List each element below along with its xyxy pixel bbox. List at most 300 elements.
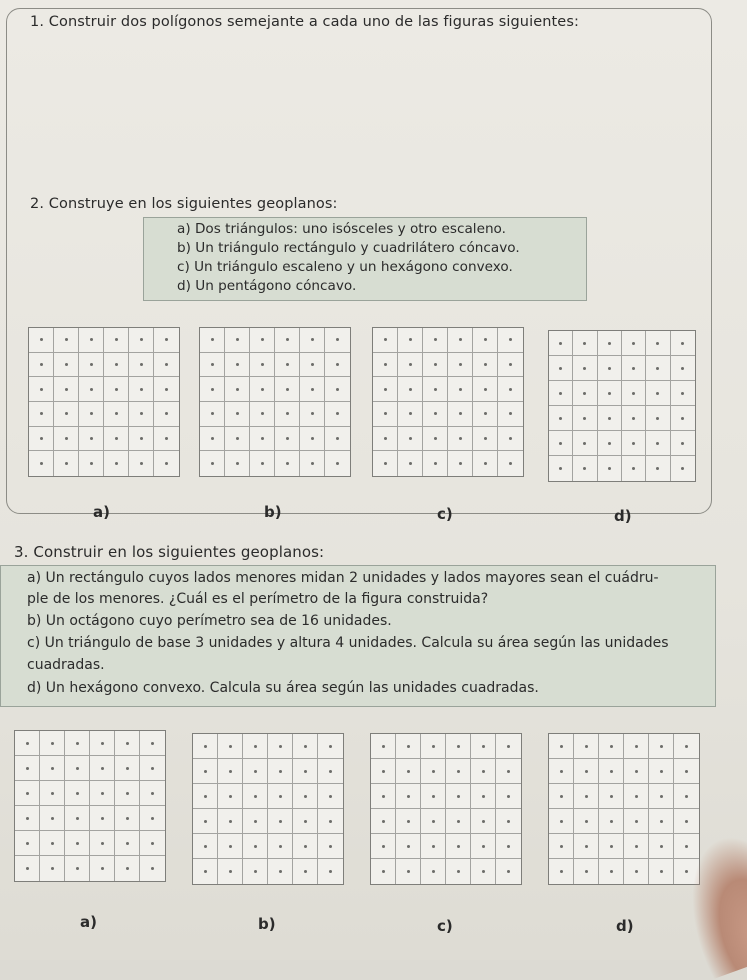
geoboard-cell[interactable] — [115, 831, 140, 856]
geoboard-cell[interactable] — [129, 328, 154, 353]
geoboard-cell[interactable] — [104, 402, 129, 427]
geoboard-cell[interactable] — [624, 809, 649, 834]
geoboard-cell[interactable] — [15, 831, 40, 856]
geoboard-cell[interactable] — [373, 451, 398, 476]
geoboard-cell[interactable] — [498, 451, 523, 476]
geoboard-cell[interactable] — [300, 451, 325, 476]
geoboard-cell[interactable] — [154, 427, 179, 452]
geoboard-cell[interactable] — [473, 377, 498, 402]
geoboard-cell[interactable] — [448, 328, 473, 353]
geoboard-cell[interactable] — [371, 859, 396, 884]
geoboard-cell[interactable] — [599, 834, 624, 859]
geoboard-cell[interactable] — [421, 784, 446, 809]
geoboard-cell[interactable] — [325, 377, 350, 402]
geoboard-cell[interactable] — [574, 809, 599, 834]
geoboard-cell[interactable] — [275, 451, 300, 476]
geoboard-cell[interactable] — [396, 859, 421, 884]
geoboard-cell[interactable] — [398, 451, 423, 476]
geoboard-cell[interactable] — [268, 834, 293, 859]
geoboard-q2-c[interactable] — [372, 327, 524, 477]
geoboard-cell[interactable] — [154, 377, 179, 402]
geoboard-cell[interactable] — [54, 402, 79, 427]
geoboard-cell[interactable] — [473, 427, 498, 452]
geoboard-cell[interactable] — [373, 377, 398, 402]
geoboard-cell[interactable] — [598, 381, 622, 406]
geoboard-cell[interactable] — [473, 402, 498, 427]
geoboard-cell[interactable] — [65, 756, 90, 781]
geoboard-cell[interactable] — [115, 806, 140, 831]
geoboard-cell[interactable] — [193, 784, 218, 809]
geoboard-cell[interactable] — [498, 353, 523, 378]
geoboard-cell[interactable] — [218, 734, 243, 759]
geoboard-cell[interactable] — [293, 859, 318, 884]
geoboard-cell[interactable] — [200, 377, 225, 402]
geoboard-cell[interactable] — [473, 451, 498, 476]
geoboard-cell[interactable] — [250, 427, 275, 452]
geoboard-cell[interactable] — [29, 402, 54, 427]
geoboard-cell[interactable] — [398, 328, 423, 353]
geoboard-cell[interactable] — [371, 784, 396, 809]
geoboard-cell[interactable] — [65, 856, 90, 881]
geoboard-cell[interactable] — [318, 784, 343, 809]
geoboard-q2-d[interactable] — [548, 330, 696, 482]
geoboard-cell[interactable] — [549, 834, 574, 859]
geoboard-cell[interactable] — [318, 859, 343, 884]
geoboard-cell[interactable] — [448, 402, 473, 427]
geoboard-cell[interactable] — [423, 427, 448, 452]
geoboard-cell[interactable] — [496, 859, 521, 884]
geoboard-cell[interactable] — [243, 809, 268, 834]
geoboard-cell[interactable] — [293, 834, 318, 859]
geoboard-cell[interactable] — [193, 859, 218, 884]
geoboard-cell[interactable] — [398, 402, 423, 427]
geoboard-cell[interactable] — [549, 809, 574, 834]
peg-dot — [632, 367, 635, 370]
geoboard-cell[interactable] — [423, 328, 448, 353]
geoboard-cell[interactable] — [448, 427, 473, 452]
geoboard-cell[interactable] — [225, 402, 250, 427]
geoboard-cell[interactable] — [218, 759, 243, 784]
geoboard-cell[interactable] — [140, 731, 165, 756]
geoboard-cell[interactable] — [498, 402, 523, 427]
geoboard-cell[interactable] — [398, 427, 423, 452]
geoboard-cell[interactable] — [79, 328, 104, 353]
geoboard-cell[interactable] — [140, 856, 165, 881]
geoboard-cell[interactable] — [65, 731, 90, 756]
peg-dot — [434, 437, 437, 440]
geoboard-cell[interactable] — [622, 331, 646, 356]
geoboard-cell[interactable] — [218, 859, 243, 884]
geoboard-cell[interactable] — [268, 784, 293, 809]
geoboard-cell[interactable] — [471, 859, 496, 884]
geoboard-cell[interactable] — [15, 781, 40, 806]
geoboard-cell[interactable] — [15, 856, 40, 881]
geoboard-cell[interactable] — [622, 406, 646, 431]
geoboard-cell[interactable] — [40, 731, 65, 756]
geoboard-q2-a[interactable] — [28, 327, 180, 477]
geoboard-cell[interactable] — [115, 856, 140, 881]
geoboard-cell[interactable] — [599, 784, 624, 809]
geoboard-cell[interactable] — [649, 734, 674, 759]
geoboard-cell[interactable] — [423, 353, 448, 378]
geoboard-cell[interactable] — [496, 834, 521, 859]
geoboard-cell[interactable] — [104, 377, 129, 402]
geoboard-cell[interactable] — [624, 859, 649, 884]
geoboard-cell[interactable] — [421, 734, 446, 759]
geoboard-cell[interactable] — [79, 402, 104, 427]
geoboard-cell[interactable] — [54, 427, 79, 452]
geoboard-cell[interactable] — [371, 834, 396, 859]
peg-dot — [407, 870, 410, 873]
geoboard-cell[interactable] — [193, 734, 218, 759]
geoboard-cell[interactable] — [29, 353, 54, 378]
geoboard-cell[interactable] — [549, 759, 574, 784]
geoboard-cell[interactable] — [104, 328, 129, 353]
geoboard-cell[interactable] — [598, 431, 622, 456]
geoboard-cell[interactable] — [549, 331, 573, 356]
geoboard-cell[interactable] — [115, 756, 140, 781]
geoboard-cell[interactable] — [29, 427, 54, 452]
geoboard-cell[interactable] — [15, 806, 40, 831]
geoboard-cell[interactable] — [448, 353, 473, 378]
geoboard-cell[interactable] — [250, 328, 275, 353]
geoboard-cell[interactable] — [624, 734, 649, 759]
peg-dot — [90, 437, 93, 440]
geoboard-cell[interactable] — [325, 328, 350, 353]
geoboard-cell[interactable] — [371, 734, 396, 759]
geoboard-cell[interactable] — [471, 834, 496, 859]
geoboard-cell[interactable] — [396, 834, 421, 859]
geoboard-cell[interactable] — [473, 353, 498, 378]
geoboard-cell[interactable] — [293, 809, 318, 834]
geoboard-cell[interactable] — [671, 356, 695, 381]
geoboard-cell[interactable] — [65, 831, 90, 856]
geoboard-cell[interactable] — [218, 784, 243, 809]
geoboard-cell[interactable] — [218, 809, 243, 834]
geoboard-cell[interactable] — [446, 784, 471, 809]
geoboard-cell[interactable] — [396, 759, 421, 784]
geoboard-cell[interactable] — [104, 451, 129, 476]
geoboard-cell[interactable] — [496, 784, 521, 809]
geoboard-cell[interactable] — [574, 834, 599, 859]
geoboard-cell[interactable] — [446, 834, 471, 859]
geoboard-cell[interactable] — [549, 734, 574, 759]
geoboard-cell[interactable] — [250, 402, 275, 427]
geoboard-cell[interactable] — [598, 356, 622, 381]
geoboard-cell[interactable] — [200, 451, 225, 476]
geoboard-cell[interactable] — [423, 451, 448, 476]
geoboard-cell[interactable] — [549, 356, 573, 381]
geoboard-cell[interactable] — [398, 353, 423, 378]
geoboard-cell[interactable] — [40, 856, 65, 881]
geoboard-cell[interactable] — [649, 809, 674, 834]
geoboard-cell[interactable] — [15, 731, 40, 756]
geoboard-cell[interactable] — [471, 784, 496, 809]
geoboard-cell[interactable] — [79, 451, 104, 476]
geoboard-cell[interactable] — [275, 427, 300, 452]
geoboard-cell[interactable] — [325, 353, 350, 378]
geoboard-cell[interactable] — [649, 759, 674, 784]
peg-dot — [559, 367, 562, 370]
geoboard-cell[interactable] — [79, 377, 104, 402]
geoboard-cell[interactable] — [250, 377, 275, 402]
geoboard-cell[interactable] — [40, 756, 65, 781]
geoboard-cell[interactable] — [154, 402, 179, 427]
geoboard-cell[interactable] — [40, 806, 65, 831]
geoboard-cell[interactable] — [79, 427, 104, 452]
geoboard-cell[interactable] — [671, 406, 695, 431]
geoboard-cell[interactable] — [373, 402, 398, 427]
geoboard-cell[interactable] — [318, 809, 343, 834]
geoboard-cell[interactable] — [471, 759, 496, 784]
geoboard-cell[interactable] — [496, 734, 521, 759]
geoboard-cell[interactable] — [129, 427, 154, 452]
geoboard-q3-c[interactable] — [370, 733, 522, 885]
geoboard-cell[interactable] — [371, 809, 396, 834]
geoboard-cell[interactable] — [90, 781, 115, 806]
geoboard-cell[interactable] — [243, 784, 268, 809]
geoboard-cell[interactable] — [104, 427, 129, 452]
geoboard-cell[interactable] — [622, 431, 646, 456]
geoboard-cell[interactable] — [398, 377, 423, 402]
geoboard-cell[interactable] — [243, 859, 268, 884]
geoboard-cell[interactable] — [293, 784, 318, 809]
geoboard-cell[interactable] — [549, 859, 574, 884]
geoboard-cell[interactable] — [115, 731, 140, 756]
geoboard-cell[interactable] — [129, 377, 154, 402]
geoboard-cell[interactable] — [598, 456, 622, 481]
geoboard-cell[interactable] — [573, 331, 597, 356]
geoboard-cell[interactable] — [40, 831, 65, 856]
geoboard-cell[interactable] — [649, 784, 674, 809]
geoboard-cell[interactable] — [154, 451, 179, 476]
geoboard-cell[interactable] — [318, 759, 343, 784]
geoboard-cell[interactable] — [622, 456, 646, 481]
geoboard-cell[interactable] — [396, 784, 421, 809]
geoboard-cell[interactable] — [300, 353, 325, 378]
geoboard-cell[interactable] — [54, 353, 79, 378]
geoboard-cell[interactable] — [549, 406, 573, 431]
geoboard-cell[interactable] — [200, 353, 225, 378]
geoboard-cell[interactable] — [598, 406, 622, 431]
geoboard-cell[interactable] — [646, 331, 670, 356]
geoboard-cell[interactable] — [275, 377, 300, 402]
geoboard-cell[interactable] — [300, 328, 325, 353]
geoboard-cell[interactable] — [498, 328, 523, 353]
geoboard-cell[interactable] — [318, 834, 343, 859]
geoboard-cell[interactable] — [268, 859, 293, 884]
geoboard-cell[interactable] — [371, 759, 396, 784]
geoboard-cell[interactable] — [549, 456, 573, 481]
geoboard-cell[interactable] — [421, 809, 446, 834]
geoboard-cell[interactable] — [599, 734, 624, 759]
geoboard-cell[interactable] — [646, 431, 670, 456]
geoboard-cell[interactable] — [396, 734, 421, 759]
geoboard-cell[interactable] — [496, 759, 521, 784]
geoboard-cell[interactable] — [129, 353, 154, 378]
geoboard-cell[interactable] — [79, 353, 104, 378]
geoboard-cell[interactable] — [573, 456, 597, 481]
geoboard-cell[interactable] — [54, 451, 79, 476]
geoboard-cell[interactable] — [250, 353, 275, 378]
geoboard-cell[interactable] — [275, 328, 300, 353]
geoboard-cell[interactable] — [243, 759, 268, 784]
geoboard-cell[interactable] — [622, 356, 646, 381]
geoboard-cell[interactable] — [129, 451, 154, 476]
geoboard-cell[interactable] — [325, 402, 350, 427]
geoboard-cell[interactable] — [268, 734, 293, 759]
geoboard-cell[interactable] — [549, 381, 573, 406]
geoboard-cell[interactable] — [498, 377, 523, 402]
geoboard-cell[interactable] — [29, 451, 54, 476]
geoboard-cell[interactable] — [129, 402, 154, 427]
geoboard-cell[interactable] — [624, 759, 649, 784]
geoboard-cell[interactable] — [646, 406, 670, 431]
geoboard-cell[interactable] — [574, 784, 599, 809]
geoboard-cell[interactable] — [15, 756, 40, 781]
geoboard-cell[interactable] — [646, 381, 670, 406]
geoboard-cell[interactable] — [624, 784, 649, 809]
geoboard-cell[interactable] — [140, 831, 165, 856]
geoboard-cell[interactable] — [293, 734, 318, 759]
geoboard-cell[interactable] — [574, 859, 599, 884]
geoboard-cell[interactable] — [268, 759, 293, 784]
geoboard-cell[interactable] — [40, 781, 65, 806]
geoboard-cell[interactable] — [200, 427, 225, 452]
geoboard-cell[interactable] — [674, 759, 699, 784]
geoboard-cell[interactable] — [471, 734, 496, 759]
geoboard-cell[interactable] — [225, 353, 250, 378]
geoboard-cell[interactable] — [574, 734, 599, 759]
geoboard-cell[interactable] — [300, 427, 325, 452]
geoboard-cell[interactable] — [293, 759, 318, 784]
geoboard-cell[interactable] — [671, 381, 695, 406]
peg-dot — [236, 437, 239, 440]
geoboard-cell[interactable] — [193, 759, 218, 784]
geoboard-cell[interactable] — [225, 427, 250, 452]
geoboard-cell[interactable] — [473, 328, 498, 353]
geoboard-cell[interactable] — [448, 377, 473, 402]
geoboard-cell[interactable] — [421, 834, 446, 859]
geoboard-cell[interactable] — [154, 328, 179, 353]
geoboard-cell[interactable] — [90, 756, 115, 781]
geoboard-cell[interactable] — [446, 734, 471, 759]
geoboard-cell[interactable] — [300, 402, 325, 427]
geoboard-cell[interactable] — [396, 809, 421, 834]
geoboard-cell[interactable] — [498, 427, 523, 452]
geoboard-cell[interactable] — [243, 734, 268, 759]
geoboard-cell[interactable] — [446, 859, 471, 884]
geoboard-cell[interactable] — [421, 759, 446, 784]
geoboard-q3-a[interactable] — [14, 730, 166, 882]
geoboard-cell[interactable] — [373, 353, 398, 378]
geoboard-cell[interactable] — [325, 427, 350, 452]
geoboard-cell[interactable] — [421, 859, 446, 884]
geoboard-cell[interactable] — [622, 381, 646, 406]
geoboard-cell[interactable] — [104, 353, 129, 378]
geoboard-cell[interactable] — [243, 834, 268, 859]
geoboard-cell[interactable] — [225, 451, 250, 476]
geoboard-cell[interactable] — [90, 731, 115, 756]
peg-dot — [560, 820, 563, 823]
geoboard-cell[interactable] — [90, 856, 115, 881]
geoboard-cell[interactable] — [29, 377, 54, 402]
geoboard-cell[interactable] — [674, 784, 699, 809]
geoboard-cell[interactable] — [225, 328, 250, 353]
geoboard-cell[interactable] — [423, 377, 448, 402]
geoboard-cell[interactable] — [446, 759, 471, 784]
geoboard-cell[interactable] — [90, 831, 115, 856]
geoboard-cell[interactable] — [193, 834, 218, 859]
geoboard-cell[interactable] — [275, 353, 300, 378]
geoboard-cell[interactable] — [65, 806, 90, 831]
geoboard-cell[interactable] — [573, 406, 597, 431]
geoboard-cell[interactable] — [448, 451, 473, 476]
geoboard-cell[interactable] — [598, 331, 622, 356]
geoboard-cell[interactable] — [671, 456, 695, 481]
geoboard-cell[interactable] — [646, 456, 670, 481]
geoboard-cell[interactable] — [624, 834, 649, 859]
geoboard-cell[interactable] — [65, 781, 90, 806]
geoboard-cell[interactable] — [574, 759, 599, 784]
geoboard-cell[interactable] — [446, 809, 471, 834]
geoboard-cell[interactable] — [29, 328, 54, 353]
geoboard-cell[interactable] — [423, 402, 448, 427]
geoboard-q2-b[interactable] — [199, 327, 351, 477]
geoboard-cell[interactable] — [573, 381, 597, 406]
geoboard-cell[interactable] — [325, 451, 350, 476]
geoboard-cell[interactable] — [674, 809, 699, 834]
geoboard-cell[interactable] — [200, 402, 225, 427]
geoboard-cell[interactable] — [471, 809, 496, 834]
geoboard-cell[interactable] — [154, 353, 179, 378]
geoboard-cell[interactable] — [200, 328, 225, 353]
geoboard-cell[interactable] — [225, 377, 250, 402]
geoboard-cell[interactable] — [674, 734, 699, 759]
geoboard-cell[interactable] — [140, 781, 165, 806]
geoboard-cell[interactable] — [250, 451, 275, 476]
geoboard-cell[interactable] — [599, 859, 624, 884]
geoboard-cell[interactable] — [275, 402, 300, 427]
geoboard-cell[interactable] — [671, 431, 695, 456]
geoboard-cell[interactable] — [549, 784, 574, 809]
geoboard-cell[interactable] — [599, 759, 624, 784]
geoboard-cell[interactable] — [54, 328, 79, 353]
geoboard-cell[interactable] — [268, 809, 293, 834]
geoboard-cell[interactable] — [549, 431, 573, 456]
geoboard-cell[interactable] — [573, 356, 597, 381]
peg-dot — [635, 745, 638, 748]
geoboard-cell[interactable] — [599, 809, 624, 834]
geoboard-cell[interactable] — [115, 781, 140, 806]
geoboard-cell[interactable] — [646, 356, 670, 381]
geoboard-cell[interactable] — [193, 809, 218, 834]
peg-dot — [384, 388, 387, 391]
geoboard-cell[interactable] — [54, 377, 79, 402]
geoboard-q3-b[interactable] — [192, 733, 344, 885]
geoboard-cell[interactable] — [373, 427, 398, 452]
geoboard-cell[interactable] — [671, 331, 695, 356]
geoboard-cell[interactable] — [90, 806, 115, 831]
geoboard-cell[interactable] — [140, 756, 165, 781]
geoboard-cell[interactable] — [140, 806, 165, 831]
geoboard-cell[interactable] — [573, 431, 597, 456]
geoboard-cell[interactable] — [318, 734, 343, 759]
geoboard-cell[interactable] — [373, 328, 398, 353]
geoboard-cell[interactable] — [300, 377, 325, 402]
geoboard-cell[interactable] — [218, 834, 243, 859]
geoboard-cell[interactable] — [496, 809, 521, 834]
